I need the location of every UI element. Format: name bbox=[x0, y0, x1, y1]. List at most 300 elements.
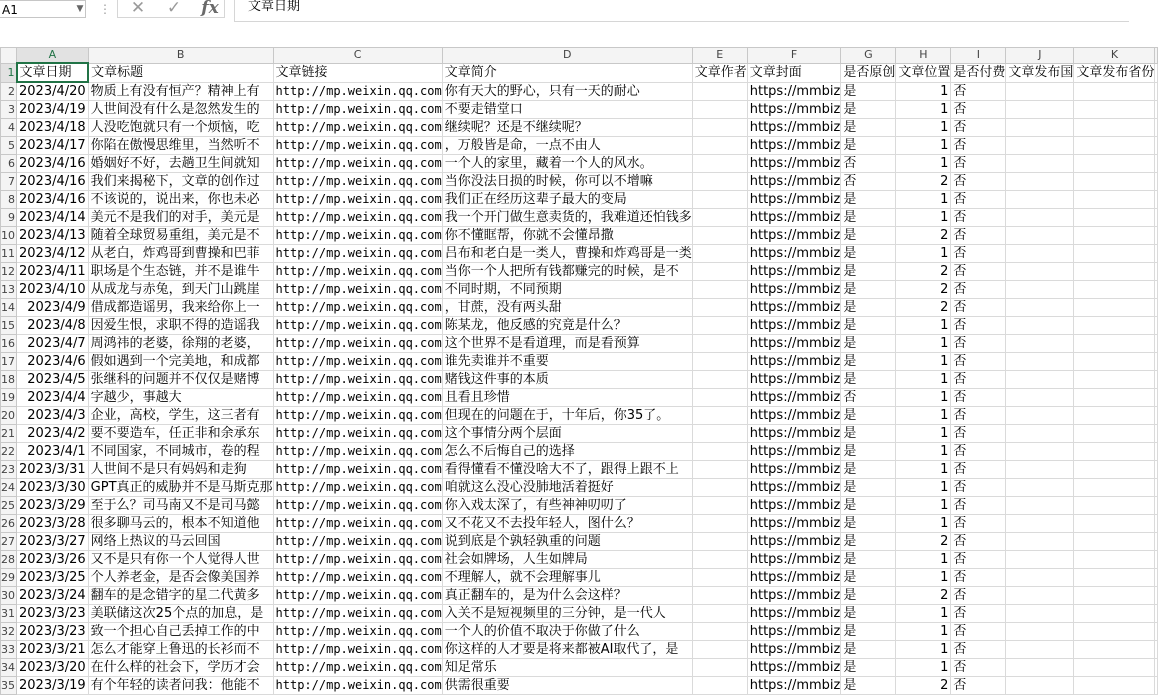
table-cell[interactable]: 你陷在傲慢思维里，当然听不 bbox=[88, 137, 273, 155]
table-cell[interactable]: 周鸿祎的老婆，徐翔的老婆， bbox=[88, 335, 273, 353]
table-cell[interactable] bbox=[1006, 479, 1074, 497]
table-cell[interactable] bbox=[692, 497, 747, 515]
table-cell[interactable] bbox=[1006, 569, 1074, 587]
row-header[interactable]: 28 bbox=[1, 551, 17, 569]
table-cell[interactable]: 是 bbox=[841, 659, 896, 677]
table-cell[interactable]: 你入戏太深了，有些神神叨叨了 bbox=[442, 497, 692, 515]
table-cell[interactable] bbox=[692, 335, 747, 353]
table-cell[interactable] bbox=[1155, 335, 1158, 353]
table-cell[interactable]: 否 bbox=[951, 335, 1006, 353]
table-cell[interactable]: https://mmbiz bbox=[747, 137, 841, 155]
header-cell[interactable]: 是否原创 bbox=[841, 63, 896, 82]
table-cell[interactable]: 否 bbox=[951, 119, 1006, 137]
table-cell[interactable]: 2 bbox=[896, 587, 951, 605]
table-cell[interactable]: https://mmbiz bbox=[747, 299, 841, 317]
table-cell[interactable]: 否 bbox=[951, 479, 1006, 497]
table-cell[interactable]: 很多聊马云的，根本不知道他 bbox=[88, 515, 273, 533]
row-header[interactable]: 5 bbox=[1, 137, 17, 155]
table-cell[interactable]: http://mp.weixin.qq.com bbox=[273, 587, 442, 605]
table-cell[interactable]: 我们来揭秘下，文章的创作过 bbox=[88, 173, 273, 191]
table-cell[interactable]: 是 bbox=[841, 407, 896, 425]
table-cell[interactable]: 我一个开门做生意卖货的，我难道还怕钱多 bbox=[442, 209, 692, 227]
table-cell[interactable]: 致一个担心自己丢掉工作的中 bbox=[88, 623, 273, 641]
table-cell[interactable] bbox=[1074, 209, 1155, 227]
table-cell[interactable]: https://mmbiz bbox=[747, 281, 841, 299]
table-cell[interactable]: http://mp.weixin.qq.com bbox=[273, 335, 442, 353]
table-cell[interactable]: 2023/4/6 bbox=[17, 353, 89, 371]
table-cell[interactable]: 否 bbox=[951, 443, 1006, 461]
table-cell[interactable]: 2023/4/2 bbox=[17, 425, 89, 443]
table-cell[interactable]: 是 bbox=[841, 425, 896, 443]
table-cell[interactable]: 2023/4/19 bbox=[17, 101, 89, 119]
cancel-icon[interactable]: ✕ bbox=[130, 0, 146, 18]
table-cell[interactable]: 不要走错堂口 bbox=[442, 101, 692, 119]
table-cell[interactable]: 从老白，炸鸡哥到曹操和巴菲 bbox=[88, 245, 273, 263]
column-header-e[interactable]: E bbox=[692, 48, 747, 64]
table-cell[interactable]: 2023/3/26 bbox=[17, 551, 89, 569]
table-cell[interactable]: 有个年轻的读者问我：他能不 bbox=[88, 677, 273, 695]
table-cell[interactable]: 2023/4/11 bbox=[17, 263, 89, 281]
row-header[interactable]: 32 bbox=[1, 623, 17, 641]
table-cell[interactable]: 1 bbox=[896, 82, 951, 101]
row-header[interactable]: 23 bbox=[1, 461, 17, 479]
table-cell[interactable] bbox=[1155, 443, 1158, 461]
table-cell[interactable]: http://mp.weixin.qq.com bbox=[273, 82, 442, 101]
table-cell[interactable]: 物质上有没有恒产？精神上有 bbox=[88, 82, 273, 101]
table-cell[interactable]: http://mp.weixin.qq.com bbox=[273, 191, 442, 209]
table-cell[interactable]: https://mmbiz bbox=[747, 263, 841, 281]
table-cell[interactable]: 咱就这么没心没肺地活着挺好 bbox=[442, 479, 692, 497]
table-cell[interactable]: 2023/4/9 bbox=[17, 299, 89, 317]
table-cell[interactable]: 1 bbox=[896, 209, 951, 227]
row-header[interactable]: 24 bbox=[1, 479, 17, 497]
table-cell[interactable]: 人没吃饱就只有一个烦恼，吃 bbox=[88, 119, 273, 137]
table-cell[interactable] bbox=[1006, 101, 1074, 119]
table-cell[interactable]: http://mp.weixin.qq.com bbox=[273, 569, 442, 587]
table-cell[interactable]: 是 bbox=[841, 227, 896, 245]
table-cell[interactable]: 2023/3/30 bbox=[17, 479, 89, 497]
table-cell[interactable]: 否 bbox=[951, 371, 1006, 389]
table-cell[interactable] bbox=[692, 137, 747, 155]
table-cell[interactable] bbox=[692, 605, 747, 623]
column-header-g[interactable]: G bbox=[841, 48, 896, 64]
table-cell[interactable]: 1 bbox=[896, 515, 951, 533]
table-cell[interactable] bbox=[1155, 263, 1158, 281]
row-header[interactable]: 21 bbox=[1, 425, 17, 443]
table-cell[interactable]: https://mmbiz bbox=[747, 497, 841, 515]
table-cell[interactable] bbox=[692, 82, 747, 101]
table-cell[interactable] bbox=[692, 281, 747, 299]
row-header[interactable]: 8 bbox=[1, 191, 17, 209]
table-cell[interactable] bbox=[1155, 569, 1158, 587]
table-cell[interactable] bbox=[1074, 299, 1155, 317]
table-cell[interactable]: 1 bbox=[896, 407, 951, 425]
table-cell[interactable]: 否 bbox=[951, 659, 1006, 677]
table-cell[interactable] bbox=[692, 353, 747, 371]
table-cell[interactable] bbox=[1006, 263, 1074, 281]
table-cell[interactable] bbox=[1155, 371, 1158, 389]
table-cell[interactable]: 2023/4/5 bbox=[17, 371, 89, 389]
table-cell[interactable] bbox=[1074, 515, 1155, 533]
table-cell[interactable]: 是 bbox=[841, 569, 896, 587]
table-cell[interactable]: http://mp.weixin.qq.com bbox=[273, 281, 442, 299]
table-cell[interactable]: 且看且珍惜 bbox=[442, 389, 692, 407]
table-cell[interactable] bbox=[1074, 569, 1155, 587]
table-cell[interactable]: 这个事情分两个层面 bbox=[442, 425, 692, 443]
table-cell[interactable]: 是 bbox=[841, 461, 896, 479]
table-cell[interactable]: 职场是个生态链，并不是谁牛 bbox=[88, 263, 273, 281]
table-cell[interactable]: 否 bbox=[951, 317, 1006, 335]
row-header[interactable]: 6 bbox=[1, 155, 17, 173]
table-cell[interactable]: https://mmbiz bbox=[747, 677, 841, 695]
table-cell[interactable]: 2023/4/13 bbox=[17, 227, 89, 245]
table-cell[interactable]: 1 bbox=[896, 335, 951, 353]
row-header[interactable]: 9 bbox=[1, 209, 17, 227]
table-cell[interactable]: GPT真正的威胁并不是马斯克那 bbox=[88, 479, 273, 497]
table-cell[interactable] bbox=[1006, 659, 1074, 677]
table-cell[interactable] bbox=[1155, 155, 1158, 173]
row-header[interactable]: 27 bbox=[1, 533, 17, 551]
table-cell[interactable]: 不同时期，不同预期 bbox=[442, 281, 692, 299]
table-cell[interactable]: 1 bbox=[896, 605, 951, 623]
row-header[interactable]: 10 bbox=[1, 227, 17, 245]
table-cell[interactable] bbox=[1155, 191, 1158, 209]
table-cell[interactable] bbox=[1006, 515, 1074, 533]
table-cell[interactable]: https://mmbiz bbox=[747, 209, 841, 227]
table-cell[interactable]: https://mmbiz bbox=[747, 245, 841, 263]
row-header[interactable]: 12 bbox=[1, 263, 17, 281]
table-cell[interactable] bbox=[1074, 623, 1155, 641]
table-cell[interactable]: 一个人的家里，藏着一个人的风水。 bbox=[442, 155, 692, 173]
table-cell[interactable]: 否 bbox=[951, 497, 1006, 515]
table-cell[interactable] bbox=[1006, 82, 1074, 101]
table-cell[interactable]: 否 bbox=[841, 389, 896, 407]
table-cell[interactable]: https://mmbiz bbox=[747, 587, 841, 605]
header-cell[interactable]: 文章标题 bbox=[88, 63, 273, 82]
table-cell[interactable]: 2023/3/24 bbox=[17, 587, 89, 605]
header-cell[interactable]: 文章链接 bbox=[273, 63, 442, 82]
table-cell[interactable]: http://mp.weixin.qq.com bbox=[273, 479, 442, 497]
table-cell[interactable]: 否 bbox=[951, 587, 1006, 605]
column-header-a[interactable]: A bbox=[17, 48, 89, 64]
table-cell[interactable]: 2023/3/20 bbox=[17, 659, 89, 677]
table-cell[interactable] bbox=[1074, 281, 1155, 299]
table-cell[interactable] bbox=[692, 533, 747, 551]
table-cell[interactable]: http://mp.weixin.qq.com bbox=[273, 443, 442, 461]
table-cell[interactable]: 否 bbox=[951, 137, 1006, 155]
table-cell[interactable]: http://mp.weixin.qq.com bbox=[273, 209, 442, 227]
row-header[interactable]: 15 bbox=[1, 317, 17, 335]
row-header[interactable]: 35 bbox=[1, 677, 17, 695]
table-cell[interactable]: 2023/4/7 bbox=[17, 335, 89, 353]
table-cell[interactable]: https://mmbiz bbox=[747, 479, 841, 497]
table-cell[interactable] bbox=[1006, 173, 1074, 191]
table-cell[interactable]: http://mp.weixin.qq.com bbox=[273, 605, 442, 623]
table-cell[interactable] bbox=[1155, 551, 1158, 569]
table-cell[interactable]: http://mp.weixin.qq.com bbox=[273, 263, 442, 281]
table-cell[interactable]: https://mmbiz bbox=[747, 317, 841, 335]
table-cell[interactable] bbox=[1006, 209, 1074, 227]
table-cell[interactable]: 赌钱这件事的本质 bbox=[442, 371, 692, 389]
table-cell[interactable]: 怎么不后悔自己的选择 bbox=[442, 443, 692, 461]
table-cell[interactable]: 否 bbox=[951, 389, 1006, 407]
table-cell[interactable]: 怎么才能穿上鲁迅的长衫而不 bbox=[88, 641, 273, 659]
table-cell[interactable]: http://mp.weixin.qq.com bbox=[273, 371, 442, 389]
table-cell[interactable]: http://mp.weixin.qq.com bbox=[273, 227, 442, 245]
table-cell[interactable]: http://mp.weixin.qq.com bbox=[273, 497, 442, 515]
table-cell[interactable]: http://mp.weixin.qq.com bbox=[273, 551, 442, 569]
table-cell[interactable]: 至于么？司马南又不是司马懿 bbox=[88, 497, 273, 515]
row-header[interactable]: 16 bbox=[1, 335, 17, 353]
table-cell[interactable]: 借成都造谣男，我来给你上一 bbox=[88, 299, 273, 317]
table-cell[interactable]: 继续呢？还是不继续呢？ bbox=[442, 119, 692, 137]
table-cell[interactable]: 否 bbox=[951, 209, 1006, 227]
table-cell[interactable] bbox=[1006, 497, 1074, 515]
header-cell[interactable]: 文章作者 bbox=[692, 63, 747, 82]
table-cell[interactable] bbox=[1074, 101, 1155, 119]
row-header[interactable]: 14 bbox=[1, 299, 17, 317]
table-cell[interactable]: https://mmbiz bbox=[747, 119, 841, 137]
table-cell[interactable] bbox=[1074, 659, 1155, 677]
table-cell[interactable] bbox=[1155, 479, 1158, 497]
table-cell[interactable] bbox=[692, 209, 747, 227]
table-cell[interactable]: 否 bbox=[951, 173, 1006, 191]
table-cell[interactable] bbox=[1074, 263, 1155, 281]
table-cell[interactable]: 是 bbox=[841, 209, 896, 227]
table-cell[interactable]: http://mp.weixin.qq.com bbox=[273, 515, 442, 533]
column-header-b[interactable]: B bbox=[88, 48, 273, 64]
table-cell[interactable]: http://mp.weixin.qq.com bbox=[273, 425, 442, 443]
table-cell[interactable] bbox=[692, 317, 747, 335]
table-cell[interactable]: 否 bbox=[951, 551, 1006, 569]
table-cell[interactable]: 2 bbox=[896, 533, 951, 551]
table-cell[interactable]: 否 bbox=[951, 623, 1006, 641]
table-cell[interactable] bbox=[1006, 191, 1074, 209]
row-header[interactable]: 18 bbox=[1, 371, 17, 389]
table-cell[interactable] bbox=[1155, 389, 1158, 407]
table-cell[interactable]: 否 bbox=[951, 461, 1006, 479]
table-cell[interactable]: 2023/4/16 bbox=[17, 191, 89, 209]
column-header-j[interactable]: J bbox=[1006, 48, 1074, 64]
table-cell[interactable] bbox=[1074, 353, 1155, 371]
table-cell[interactable] bbox=[692, 479, 747, 497]
table-cell[interactable]: 否 bbox=[951, 101, 1006, 119]
table-cell[interactable]: 否 bbox=[951, 245, 1006, 263]
table-cell[interactable]: 不同国家，不同城市，卷的程 bbox=[88, 443, 273, 461]
table-cell[interactable]: 1 bbox=[896, 461, 951, 479]
table-cell[interactable]: 美元不是我们的对手，美元是 bbox=[88, 209, 273, 227]
table-cell[interactable]: 从成龙与赤兔，到天门山跳崖 bbox=[88, 281, 273, 299]
table-cell[interactable] bbox=[1074, 551, 1155, 569]
table-cell[interactable] bbox=[1006, 281, 1074, 299]
table-cell[interactable]: 是 bbox=[841, 245, 896, 263]
table-cell[interactable]: 2023/4/16 bbox=[17, 155, 89, 173]
row-header[interactable]: 2 bbox=[1, 82, 17, 101]
table-cell[interactable] bbox=[1006, 155, 1074, 173]
table-cell[interactable]: https://mmbiz bbox=[747, 533, 841, 551]
table-cell[interactable]: 1 bbox=[896, 353, 951, 371]
table-cell[interactable]: 看得懂看不懂没啥大不了，跟得上跟不上 bbox=[442, 461, 692, 479]
table-cell[interactable] bbox=[1006, 677, 1074, 695]
table-cell[interactable] bbox=[1074, 82, 1155, 101]
table-cell[interactable]: 1 bbox=[896, 155, 951, 173]
row-header[interactable]: 34 bbox=[1, 659, 17, 677]
table-cell[interactable] bbox=[1155, 227, 1158, 245]
table-cell[interactable] bbox=[1006, 641, 1074, 659]
table-cell[interactable]: 是 bbox=[841, 299, 896, 317]
table-cell[interactable] bbox=[692, 551, 747, 569]
table-cell[interactable]: http://mp.weixin.qq.com bbox=[273, 677, 442, 695]
table-cell[interactable]: 是 bbox=[841, 353, 896, 371]
table-cell[interactable]: 2 bbox=[896, 299, 951, 317]
table-cell[interactable] bbox=[1006, 353, 1074, 371]
row-header[interactable]: 20 bbox=[1, 407, 17, 425]
table-cell[interactable]: 1 bbox=[896, 101, 951, 119]
table-cell[interactable] bbox=[1155, 623, 1158, 641]
header-cell[interactable]: 文章日期 bbox=[17, 63, 89, 82]
table-cell[interactable]: https://mmbiz bbox=[747, 82, 841, 101]
table-cell[interactable] bbox=[1074, 245, 1155, 263]
table-cell[interactable] bbox=[1074, 443, 1155, 461]
table-cell[interactable] bbox=[1006, 119, 1074, 137]
table-cell[interactable] bbox=[1155, 587, 1158, 605]
table-cell[interactable]: http://mp.weixin.qq.com bbox=[273, 155, 442, 173]
table-cell[interactable] bbox=[1074, 497, 1155, 515]
table-cell[interactable]: ，甘蔗，没有两头甜 bbox=[442, 299, 692, 317]
table-cell[interactable] bbox=[1155, 353, 1158, 371]
table-cell[interactable]: 2 bbox=[896, 677, 951, 695]
table-cell[interactable]: https://mmbiz bbox=[747, 515, 841, 533]
table-cell[interactable]: 是 bbox=[841, 101, 896, 119]
table-cell[interactable] bbox=[1074, 641, 1155, 659]
table-cell[interactable]: 假如遇到一个完美地，和成都 bbox=[88, 353, 273, 371]
table-cell[interactable] bbox=[1006, 461, 1074, 479]
header-cell[interactable]: 文章发布省份 bbox=[1074, 63, 1155, 82]
table-cell[interactable] bbox=[1155, 101, 1158, 119]
table-cell[interactable] bbox=[1155, 407, 1158, 425]
table-cell[interactable] bbox=[692, 425, 747, 443]
table-cell[interactable]: 2023/3/29 bbox=[17, 497, 89, 515]
table-cell[interactable] bbox=[1155, 281, 1158, 299]
table-cell[interactable]: 知足常乐 bbox=[442, 659, 692, 677]
table-cell[interactable] bbox=[1006, 425, 1074, 443]
table-cell[interactable] bbox=[1006, 317, 1074, 335]
row-header[interactable]: 26 bbox=[1, 515, 17, 533]
table-cell[interactable]: https://mmbiz bbox=[747, 623, 841, 641]
table-cell[interactable]: https://mmbiz bbox=[747, 641, 841, 659]
table-cell[interactable]: 2023/4/16 bbox=[17, 173, 89, 191]
table-cell[interactable]: 1 bbox=[896, 245, 951, 263]
table-cell[interactable] bbox=[692, 263, 747, 281]
table-cell[interactable]: 2 bbox=[896, 281, 951, 299]
table-cell[interactable] bbox=[1155, 137, 1158, 155]
table-cell[interactable]: 否 bbox=[951, 353, 1006, 371]
table-cell[interactable]: https://mmbiz bbox=[747, 551, 841, 569]
table-cell[interactable]: 张继科的问题并不仅仅是赌博 bbox=[88, 371, 273, 389]
table-cell[interactable] bbox=[1155, 497, 1158, 515]
table-cell[interactable]: 真正翻车的，是为什么会这样？ bbox=[442, 587, 692, 605]
table-cell[interactable]: http://mp.weixin.qq.com bbox=[273, 245, 442, 263]
table-cell[interactable]: https://mmbiz bbox=[747, 461, 841, 479]
table-cell[interactable]: 2023/4/14 bbox=[17, 209, 89, 227]
table-cell[interactable]: 谁先卖谁并不重要 bbox=[442, 353, 692, 371]
table-cell[interactable]: 吕布和老白是一类人，曹操和炸鸡哥是一类 bbox=[442, 245, 692, 263]
table-cell[interactable] bbox=[1155, 82, 1158, 101]
table-cell[interactable]: 字越少，事越大 bbox=[88, 389, 273, 407]
row-header[interactable]: 25 bbox=[1, 497, 17, 515]
table-cell[interactable]: 1 bbox=[896, 551, 951, 569]
table-cell[interactable]: 否 bbox=[951, 515, 1006, 533]
table-cell[interactable] bbox=[1006, 443, 1074, 461]
row-header[interactable]: 22 bbox=[1, 443, 17, 461]
table-cell[interactable]: 否 bbox=[951, 155, 1006, 173]
table-cell[interactable]: 1 bbox=[896, 191, 951, 209]
column-header-c[interactable]: C bbox=[273, 48, 442, 64]
table-cell[interactable]: 2023/3/28 bbox=[17, 515, 89, 533]
table-cell[interactable]: 是 bbox=[841, 137, 896, 155]
row-header[interactable]: 33 bbox=[1, 641, 17, 659]
table-cell[interactable]: https://mmbiz bbox=[747, 101, 841, 119]
table-cell[interactable]: http://mp.weixin.qq.com bbox=[273, 461, 442, 479]
table-cell[interactable]: 随着全球贸易重组，美元是不 bbox=[88, 227, 273, 245]
table-cell[interactable] bbox=[692, 299, 747, 317]
table-cell[interactable] bbox=[692, 641, 747, 659]
table-cell[interactable]: 1 bbox=[896, 389, 951, 407]
table-cell[interactable]: 否 bbox=[951, 677, 1006, 695]
table-cell[interactable]: 2023/3/23 bbox=[17, 605, 89, 623]
table-cell[interactable] bbox=[1006, 137, 1074, 155]
table-cell[interactable]: 2023/4/20 bbox=[17, 82, 89, 101]
table-cell[interactable] bbox=[1006, 245, 1074, 263]
table-cell[interactable] bbox=[1074, 137, 1155, 155]
chevron-down-icon[interactable]: ▼ bbox=[76, 4, 84, 14]
table-cell[interactable]: 1 bbox=[896, 569, 951, 587]
table-cell[interactable]: 你有天大的野心，只有一天的耐心 bbox=[442, 82, 692, 101]
table-cell[interactable]: 是 bbox=[841, 623, 896, 641]
table-cell[interactable]: 2023/3/21 bbox=[17, 641, 89, 659]
table-cell[interactable]: https://mmbiz bbox=[747, 371, 841, 389]
table-cell[interactable]: 2023/4/8 bbox=[17, 317, 89, 335]
table-cell[interactable]: 否 bbox=[951, 299, 1006, 317]
table-cell[interactable]: 翻车的是念错字的星二代黄多 bbox=[88, 587, 273, 605]
table-cell[interactable]: 2023/4/17 bbox=[17, 137, 89, 155]
table-cell[interactable]: http://mp.weixin.qq.com bbox=[273, 407, 442, 425]
table-cell[interactable]: 是 bbox=[841, 119, 896, 137]
header-cell[interactable]: 文章发布国 bbox=[1006, 63, 1074, 82]
column-header-i[interactable]: I bbox=[951, 48, 1006, 64]
table-cell[interactable]: 说到底是个孰轻孰重的问题 bbox=[442, 533, 692, 551]
table-cell[interactable]: 否 bbox=[951, 281, 1006, 299]
table-cell[interactable] bbox=[1155, 173, 1158, 191]
row-header[interactable]: 17 bbox=[1, 353, 17, 371]
table-cell[interactable]: 是 bbox=[841, 605, 896, 623]
table-cell[interactable]: https://mmbiz bbox=[747, 353, 841, 371]
table-cell[interactable]: 2023/4/3 bbox=[17, 407, 89, 425]
table-cell[interactable]: 是 bbox=[841, 677, 896, 695]
table-cell[interactable]: 不该说的，说出来，你也未必 bbox=[88, 191, 273, 209]
table-cell[interactable] bbox=[1006, 623, 1074, 641]
header-cell[interactable]: 文章封面 bbox=[747, 63, 841, 82]
insert-function-icon[interactable]: fx bbox=[201, 0, 219, 18]
table-cell[interactable]: 企业，高校，学生，这三者有 bbox=[88, 407, 273, 425]
table-cell[interactable]: 2 bbox=[896, 173, 951, 191]
table-cell[interactable]: 1 bbox=[896, 425, 951, 443]
header-cell[interactable]: 文章位置 bbox=[896, 63, 951, 82]
table-cell[interactable]: 网络上热议的马云回国 bbox=[88, 533, 273, 551]
table-cell[interactable] bbox=[1155, 641, 1158, 659]
table-cell[interactable]: 是 bbox=[841, 533, 896, 551]
table-cell[interactable] bbox=[1074, 155, 1155, 173]
